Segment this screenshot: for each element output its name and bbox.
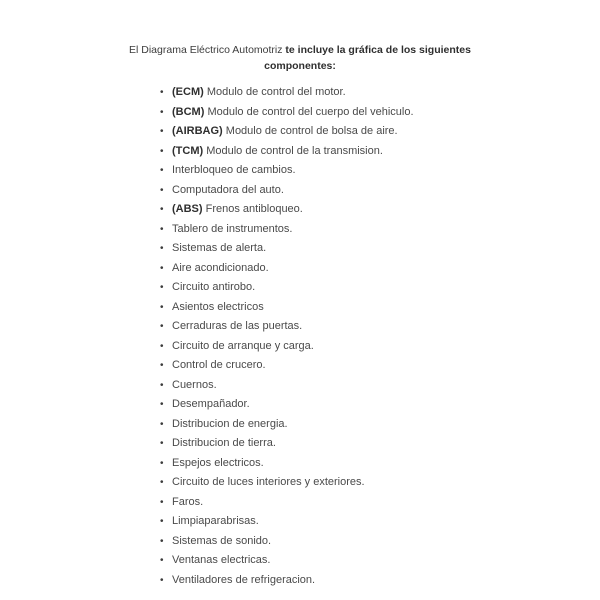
item-abbreviation: (ECM)	[172, 86, 204, 98]
list-item	[160, 454, 414, 474]
bullet-icon: •	[160, 340, 164, 352]
bullet-icon: •	[160, 165, 164, 176]
item-text: Modulo de control del cuerpo del vehiculo.	[204, 105, 414, 118]
item-text: Modulo de control de bolsa de aire.	[222, 125, 398, 137]
bullet-icon: •	[160, 301, 164, 313]
list-item	[160, 122, 414, 142]
bullet-icon: •	[160, 477, 164, 488]
item-text: Interbloqueo de cambios.	[172, 164, 296, 176]
list-item	[160, 181, 414, 201]
list-item	[160, 278, 414, 298]
item-text: Limpiaparabrisas.	[172, 515, 259, 527]
list-item	[160, 83, 414, 103]
item-text: Desempañador.	[172, 398, 250, 410]
list-item	[160, 239, 414, 259]
item-text: Ventanas electricas.	[172, 554, 271, 566]
item-text: Modulo de control del motor.	[203, 86, 346, 98]
bullet-icon: •	[160, 555, 164, 566]
list-item	[160, 571, 414, 591]
bullet-icon: •	[160, 379, 164, 391]
item-text: Aire acondicionado.	[172, 261, 269, 274]
item-text: Sistemas de alerta.	[172, 242, 267, 254]
bullet-icon: •	[160, 535, 164, 547]
bullet-icon: •	[160, 262, 164, 274]
list-item	[160, 532, 414, 552]
item-text: Frenos antibloqueo.	[202, 203, 303, 215]
bullet-icon: •	[160, 574, 164, 586]
item-text: Computadora del auto.	[172, 183, 284, 196]
list-item	[160, 415, 414, 435]
item-abbreviation: (AIRBAG)	[172, 125, 223, 137]
bullet-icon: •	[160, 321, 164, 332]
bullet-icon: •	[160, 438, 164, 449]
item-text: Tablero de instrumentos.	[172, 222, 293, 235]
bullet-icon: •	[160, 243, 164, 254]
item-text: Cerraduras de las puertas.	[172, 320, 303, 332]
item-text: Asientos electricos	[172, 300, 264, 313]
item-text: Circuito de luces interiores y exteriores.	[172, 476, 365, 488]
bullet-icon: •	[160, 184, 164, 196]
item-text: Distribucion de tierra.	[172, 437, 276, 449]
item-text: Circuito antirobo.	[172, 281, 256, 293]
list-item	[160, 356, 414, 376]
bullet-icon: •	[160, 87, 164, 98]
bullet-icon: •	[160, 418, 164, 430]
item-abbreviation: (ABS)	[172, 203, 203, 215]
list-item	[160, 551, 414, 571]
bullet-icon: •	[160, 106, 164, 118]
item-text: Modulo de control de la transmision.	[203, 144, 383, 157]
item-text: Sistemas de sonido.	[172, 534, 272, 547]
item-text: Distribucion de energia.	[172, 417, 288, 430]
list-item	[160, 220, 414, 240]
bullet-icon: •	[160, 126, 164, 137]
list-item	[160, 161, 414, 181]
list-item	[160, 317, 414, 337]
item-text: Control de crucero.	[172, 359, 266, 371]
intro-paragraph	[100, 42, 500, 74]
component-list	[160, 83, 414, 590]
item-abbreviation: (BCM)	[172, 105, 205, 118]
bullet-icon: •	[160, 399, 164, 410]
list-item	[160, 512, 414, 532]
intro-text: El Diagrama Eléctrico Automotriz	[129, 44, 286, 56]
list-item	[160, 376, 414, 396]
bullet-icon: •	[160, 204, 164, 215]
item-text: Circuito de arranque y carga.	[172, 339, 314, 352]
item-abbreviation: (TCM)	[172, 144, 204, 157]
list-item	[160, 395, 414, 415]
bullet-icon: •	[160, 496, 164, 508]
list-item	[160, 298, 414, 318]
list-item	[160, 142, 414, 162]
list-item	[160, 493, 414, 513]
bullet-icon: •	[160, 145, 164, 157]
item-text: Cuernos.	[172, 378, 217, 391]
item-text: Espejos electricos.	[172, 456, 264, 469]
list-item	[160, 259, 414, 279]
item-text: Ventiladores de refrigeracion.	[172, 573, 316, 586]
list-item	[160, 103, 414, 123]
bullet-icon: •	[160, 516, 164, 527]
bullet-icon: •	[160, 457, 164, 469]
list-item	[160, 473, 414, 493]
bullet-icon: •	[160, 360, 164, 371]
bullet-icon: •	[160, 223, 164, 235]
item-text: Faros.	[172, 495, 204, 508]
intro-bold-text: te incluye la gráfica de los siguientes componentes:	[264, 44, 471, 72]
list-item	[160, 337, 414, 357]
bullet-icon: •	[160, 282, 164, 293]
list-item	[160, 434, 414, 454]
list-item	[160, 200, 414, 220]
